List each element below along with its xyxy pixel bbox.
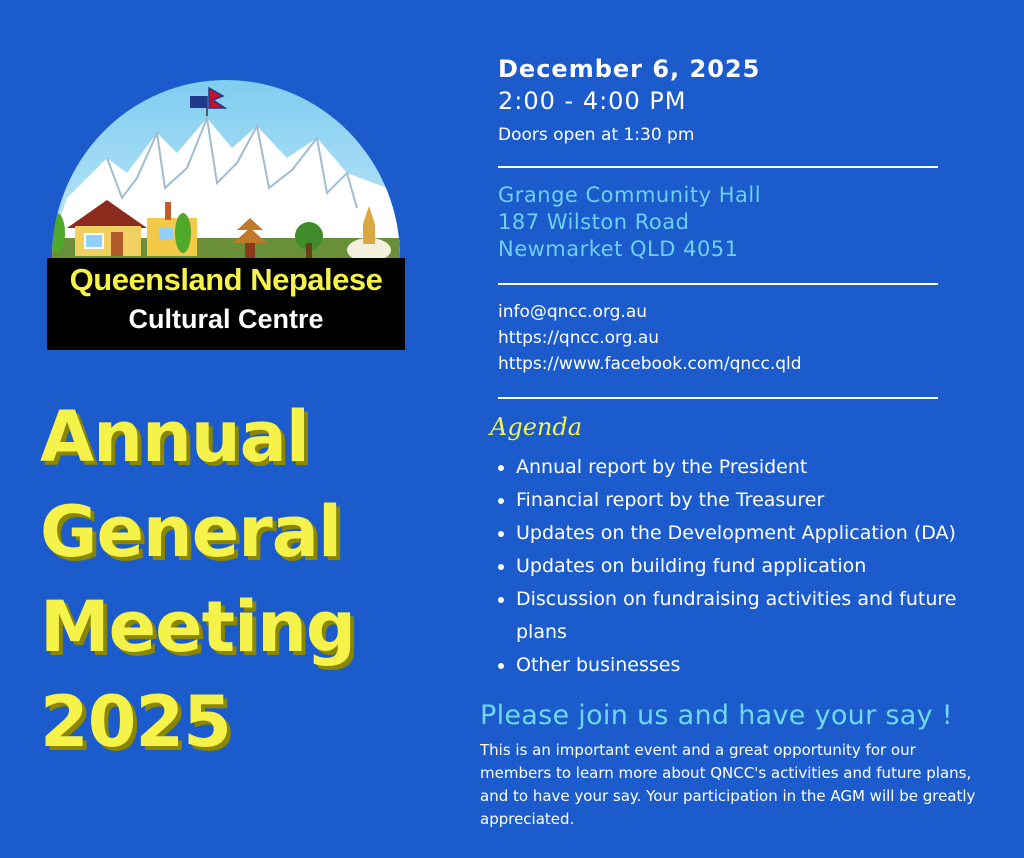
contact-email[interactable]: info@qncc.org.au — [498, 302, 648, 322]
title-line-4: 2025 — [40, 681, 231, 763]
title-line-1: Annual — [40, 396, 309, 478]
title-line-2: General — [40, 491, 341, 573]
agenda-item: • Annual report by the President — [516, 451, 998, 484]
join-headline: Please join us and have your say ! — [480, 700, 953, 731]
agenda-heading: Agenda — [490, 413, 583, 441]
event-date: December 6, 2025 — [498, 55, 761, 83]
agenda-item: • Financial report by the Treasurer — [516, 484, 998, 517]
event-details — [480, 52, 998, 831]
event-time: 2:00 - 4:00 PM — [498, 87, 687, 115]
venue-suburb: Newmarket QLD 4051 — [498, 237, 739, 261]
doors-open: Doors open at 1:30 pm — [498, 125, 695, 145]
agenda-item: • Updates on building fund application — [516, 550, 998, 583]
logo-line-2: Cultural Centre — [128, 304, 324, 334]
event-title — [40, 390, 355, 770]
divider — [498, 283, 938, 285]
title-line-3: Meeting — [40, 586, 356, 668]
agenda-list — [498, 451, 998, 682]
agenda-item: • Other businesses — [516, 649, 998, 682]
qncc-logo — [47, 78, 405, 350]
contact-facebook[interactable]: https://www.facebook.com/qncc.qld — [498, 354, 802, 374]
agenda-item: • Updates on the Development Application (DA) — [516, 517, 998, 550]
venue-street: 187 Wilston Road — [498, 210, 690, 234]
agenda-item: • Discussion on fundraising activities and future plans — [516, 583, 998, 649]
contact-website[interactable]: https://qncc.org.au — [498, 328, 660, 348]
divider — [498, 166, 938, 168]
closing-paragraph: This is an important event and a great opportunity for our members to learn more about QNCC's activities and future plans, and to have your say. Your participation in the AGM will be greatly appreciated. — [480, 741, 976, 828]
logo-line-1: Queensland Nepalese — [69, 262, 383, 297]
venue-name: Grange Community Hall — [498, 183, 762, 207]
divider — [498, 397, 938, 399]
